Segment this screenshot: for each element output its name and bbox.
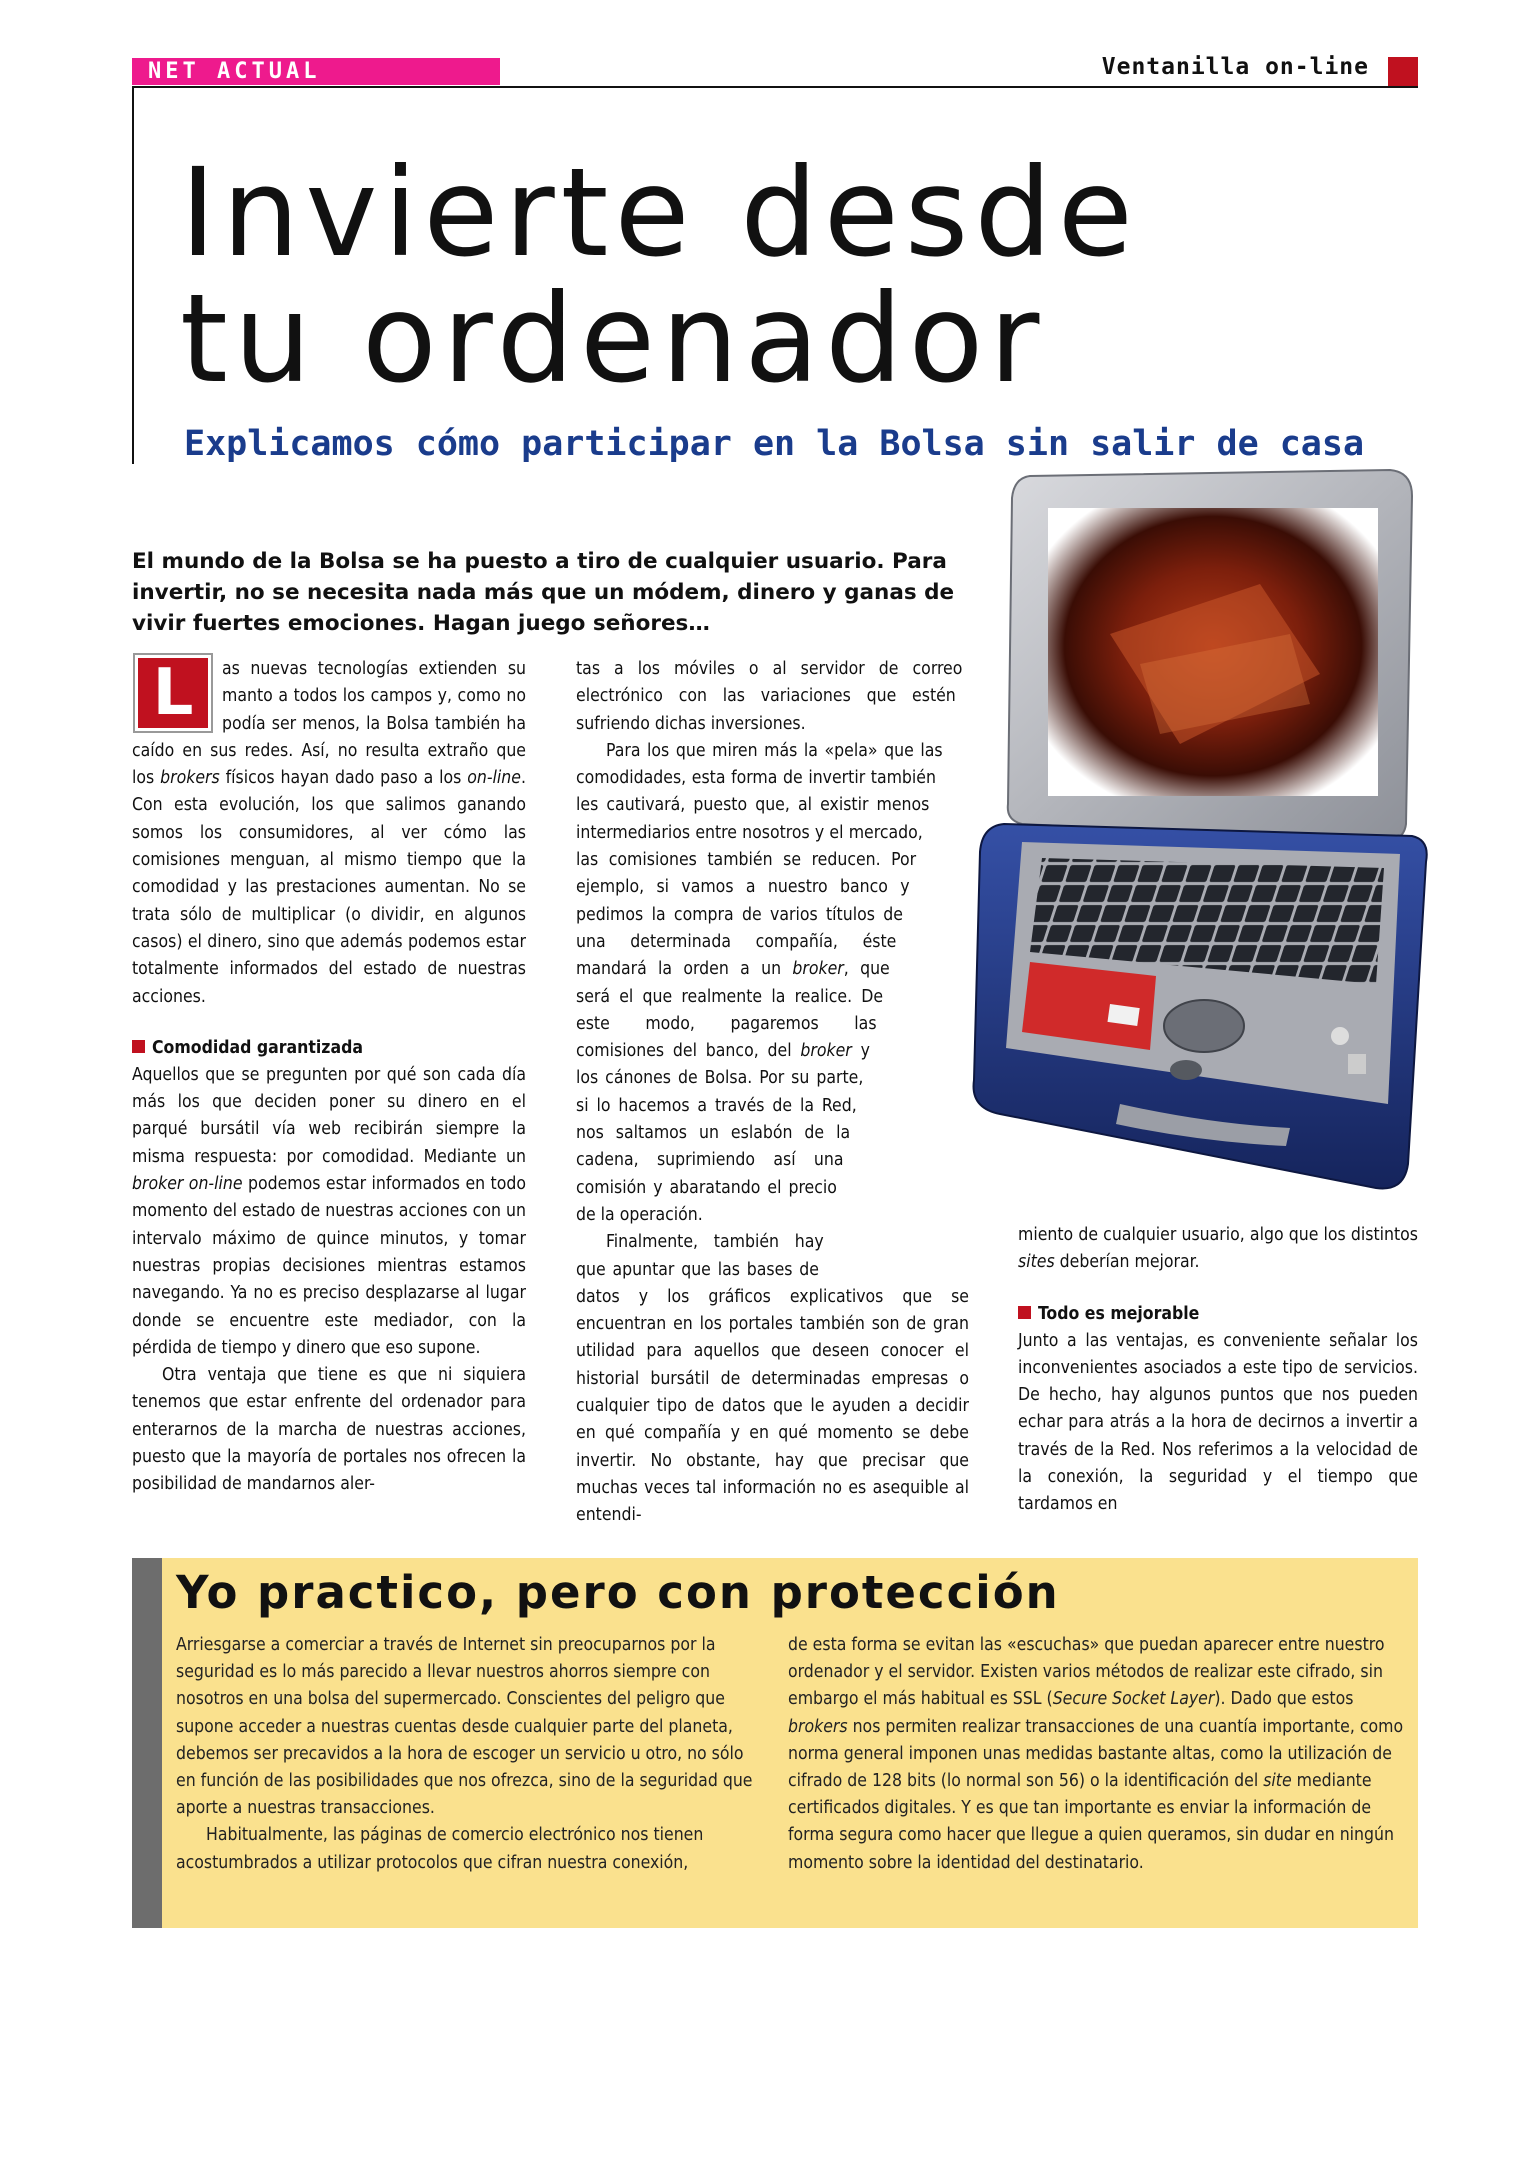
- section-heading-comodidad: Comodidad garantizada: [132, 1035, 526, 1062]
- article-paragraph: miento de cualquier usuario, algo que los distintos sites deberían mejorar.: [1018, 1225, 1418, 1273]
- sidebar-paragraph: Habitualmente, las páginas de comercio electrónico nos tienen acostumbrados a utilizar protocolos que cifran nuestra conexión,: [176, 1825, 704, 1873]
- sidebar-title: Yo practico, pero con protección: [176, 1566, 1060, 1619]
- title-line-2: tu ordenador: [180, 268, 1046, 410]
- heading-square-icon: [132, 1040, 145, 1053]
- section-tag: NET ACTUAL: [132, 58, 500, 85]
- article-paragraph: Aquellos que se pregunten por qué son cada día más los que deciden poner su dinero en el parqué bursátil vía web recibirán siempre la misma respuesta: por comodidad. Mediante un broker on-line podemos estar informados en todo momento del estado de nuestras acciones con un intervalo máximo de quince minutos, y tomar nuestras propias decisiones mientras estamos navegando. Ya no es preciso desplazarse al lugar donde se encuentre este mediador, con la pérdida de tiempo y dinero que eso supone.: [132, 1064, 526, 1358]
- article-paragraph: Otra ventaja que tiene es que ni siquiera tenemos que estar enfrente del ordenador para enterarnos de la marcha de nuestras acciones, puesto que la mayoría de portales nos ofrecen la posibilidad de mandarnos aler-: [132, 1365, 526, 1495]
- sidebar-column-2: [788, 1632, 1404, 1877]
- sidebar-paragraph: de esta forma se evitan las «escuchas» que puedan aparecer entre nuestro ordenador y el servidor. Existen varios métodos de realizar este cifrado, sin embargo el más habitual es SSL (Secure Socket Layer). Dado que estos brokers nos permiten realizar transacciones de una cuantía importante, como norma general imponen unas medidas bastante altas, como la utilización de cifrado de 128 bits (lo normal son 56) o la identificación del site mediante certificados digitales. Y es que tan importante es enviar la información de forma segura como hacer que llegue a quien queramos, sin dudar en ningún momento sobre la identidad del destinatario.: [788, 1635, 1404, 1873]
- article-paragraph: Junto a las ventajas, es conveniente señalar los inconvenientes asociados a este tipo de servicios. De hecho, hay algunos puntos que nos pueden echar para atrás a la hora de decirnos a invertir a través de la Red. Nos referimos a la velocidad de la conexión, la seguridad y el tiempo que tardamos en: [1018, 1330, 1418, 1515]
- page-title: [180, 142, 1139, 410]
- left-rule: [132, 86, 134, 464]
- article-paragraph: Para los que miren más la «pela» que las comodidades, esta forma de invertir también les cautivará, puesto que, al existir menos intermediarios entre nosotros y el mercado, las comisiones también se reducen. Por ejemplo, si vamos a nuestro banco y pedimos la compra de varios títulos de una determinada compañía, éste mandará la orden a un broker, que será el que realmente la realice. De este modo, pagaremos las comisiones del banco, del broker y los cánones de Bolsa. Por su parte, si lo hacemos a través de la Red, nos saltamos un eslabón de la cadena, suprimiendo así una comisión y abaratando el precio de la operación.: [576, 740, 943, 1225]
- section-name: Ventanilla on-line: [1101, 54, 1369, 80]
- header-rule: [132, 86, 1418, 88]
- section-heading-mejorable: Todo es mejorable: [1018, 1301, 1418, 1328]
- page-subtitle: Explicamos cómo participar en la Bolsa sin salir de casa: [184, 424, 1365, 464]
- heading-square-icon: [1018, 1306, 1031, 1319]
- sidebar-column-1: [176, 1632, 766, 1877]
- article-paragraph: as nuevas tecnologías extienden su manto a todos los campos y, como no podía ser menos, la Bolsa también ha caído en sus redes. Así, no resulta extraño que los brokers físicos hayan dado paso a los on-line. Con esta evolución, los que salimos ganando somos los consumidores, al ver cómo las comisiones menguan, al mismo tiempo que la comodidad y las prestaciones aumentan. No se trata sólo de multiplicar (o dividir, en algunos casos) el dinero, sino que además podemos estar totalmente informados del estado de nuestras acciones.: [132, 659, 526, 1007]
- header-square-icon: [1388, 57, 1418, 87]
- article-paragraph: Finalmente, también hay que apuntar que las bases de datos y los gráficos explicativos que se encuentran en los portales también son de gran utilidad para aquellos que deseen conocer el historial bursátil de determinadas empresas o cualquier tipo de datos que le ayuden a decidir en qué compañía y en qué momento se debe invertir. No obstante, hay que precisar que muchas veces tal información no es asequible al entendi-: [576, 1232, 969, 1526]
- sidebar-paragraph: Arriesgarse a comerciar a través de Internet sin preocuparnos por la seguridad es lo más parecido a llevar nuestros ahorros siempre con nosotros en una bolsa del supermercado. Conscientes del peligro que supone acceder a nuestras cuentas desde cualquier parte del planeta, debemos ser precavidos a la hora de escoger un servicio u otro, no sólo en función de las posibilidades que nos ofrezca, sino de la seguridad que aporte a nuestras transacciones.: [176, 1635, 753, 1819]
- title-line-1: Invierte desde: [180, 142, 1139, 284]
- drop-cap: L: [138, 658, 208, 728]
- article-column-2: [576, 656, 969, 1530]
- article-paragraph: tas a los móviles o al servidor de correo electrónico con las variaciones que estén sufriendo dichas inversiones.: [576, 659, 963, 734]
- laptop-icon: [960, 464, 1430, 1204]
- article-column-1: [132, 656, 526, 1499]
- article-column-3: [1018, 1222, 1418, 1519]
- lead-paragraph: El mundo de la Bolsa se ha puesto a tiro de cualquier usuario. Para invertir, no se necesita nada más que un módem, dinero y ganas de vivir fuertes emociones. Hagan juego señores…: [132, 549, 955, 636]
- sidebar-accent-bar: [132, 1558, 162, 1928]
